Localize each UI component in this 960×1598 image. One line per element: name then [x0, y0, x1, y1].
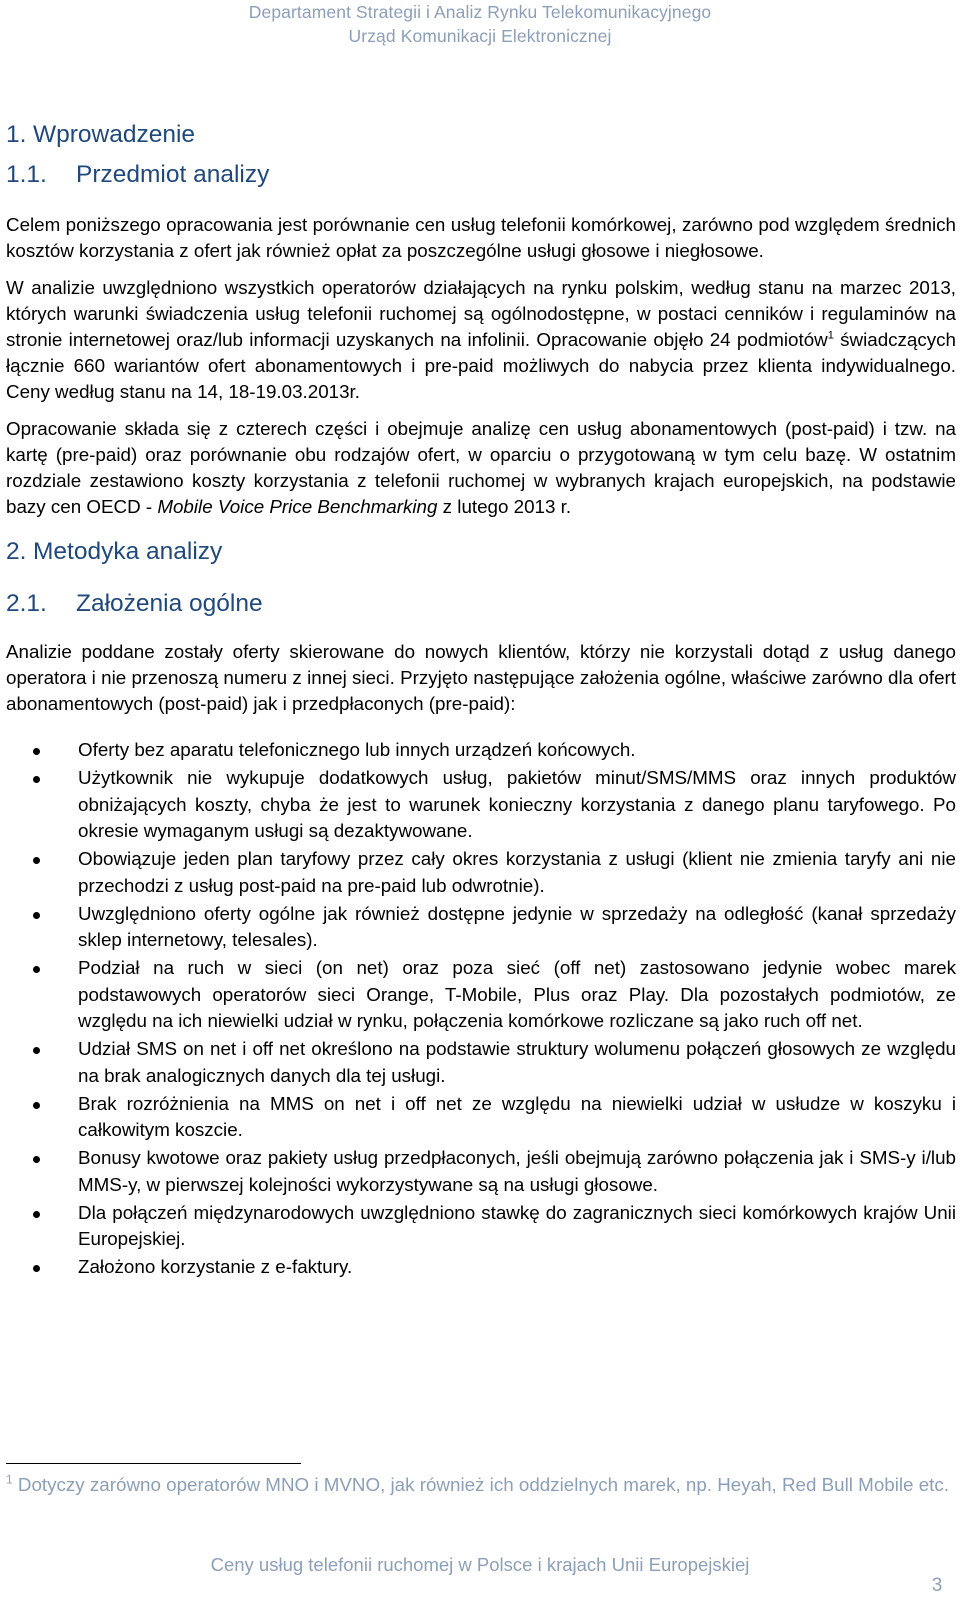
- list-item: [6, 1091, 956, 1144]
- heading-number: 1.1.: [6, 161, 47, 188]
- bullet-icon: [33, 1047, 40, 1054]
- list-item-text: Założono korzystanie z e-faktury.: [78, 1256, 353, 1277]
- heading-title: Wprowadzenie: [33, 121, 196, 148]
- list-item: [6, 846, 956, 899]
- list-item-text: Użytkownik nie wykupuje dodatkowych usług, pakietów minut/SMS/MMS oraz innych produktów obniżających koszty, chyba że jest to warunek konieczny korzystania z danego planu taryfowego. Po okresie wymaganym usługi są dezaktywowane.: [78, 767, 956, 841]
- paragraph-structure: [6, 416, 956, 520]
- list-item-text: Obowiązuje jeden plan taryfowy przez cały okres korzystania z usługi (klient nie zmienia taryfy ani nie przechodzi z usług post-paid na pre-paid lub odwrotnie).: [78, 848, 956, 896]
- heading-title: Założenia ogólne: [76, 590, 263, 617]
- heading-number: 2.: [6, 538, 27, 565]
- heading-methodology: [6, 537, 956, 567]
- bullet-icon: [33, 1265, 40, 1272]
- list-item-text: Podział na ruch w sieci (on net) oraz poza sieć (off net) zastosowano jedynie wobec marek podstawowych operatorów sieci Orange, T-Mobile, Plus oraz Play. Dla pozostałych podmiotów, ze względu na ich niewielki udział w rynku, połączenia komórkowe rozliczane są jako ruch off net.: [78, 957, 956, 1031]
- list-item-text: Dla połączeń międzynarodowych uwzględniono stawkę do zagranicznych sieci komórkowych krajów Unii Europejskiej.: [78, 1201, 956, 1249]
- page-number: 3: [931, 1575, 943, 1596]
- heading-title: Metodyka analizy: [33, 538, 223, 565]
- bullet-icon: [33, 857, 40, 864]
- list-item: [6, 955, 956, 1035]
- list-item: [6, 1200, 956, 1253]
- bullet-icon: [33, 1102, 40, 1109]
- header-office: Urząd Komunikacji Elektronicznej: [348, 26, 612, 46]
- list-item: [6, 765, 956, 845]
- paragraph-operators: [6, 275, 956, 405]
- heading-introduction: [6, 120, 956, 150]
- paragraph-purpose: Celem poniższego opracowania jest porównanie cen usług telefonii komórkowej, zarówno pod względem średnich kosztów korzystania z ofert jak również opłat za poszczególne usługi głosowe i niegłosowe.: [6, 214, 956, 261]
- bullet-icon: [33, 776, 40, 783]
- page-footer: Ceny usług telefonii ruchomej w Polsce i krajach Unii Europejskiej: [210, 1554, 750, 1575]
- header-department: Departament Strategii i Analiz Rynku Telekomunikacyjnego: [248, 2, 712, 22]
- footnote-ref: 1: [827, 329, 834, 342]
- list-item-text: Oferty bez aparatu telefonicznego lub innych urządzeń końcowych.: [78, 739, 636, 760]
- paragraph-text: Opracowanie składa się z czterech części i obejmuje analizę cen usług abonamentowych (post-paid) i tzw. na kartę (pre-paid) oraz porównanie obu rodzajów ofert, w oparciu o przygotowaną w tym celu bazę. W ostatnim rozdziale zestawiono koszty korzystania z telefonii ruchomej w wybranych krajach europejskich, na podstawie bazy cen OECD -: [6, 418, 956, 517]
- bullet-icon: [33, 966, 40, 973]
- assumptions-list: [6, 737, 956, 1281]
- paragraph-emphasis: Mobile Voice Price Benchmarking: [157, 496, 438, 517]
- paragraph-text: świadczących łącznie 660 wariantów ofert abonamentowych i pre-paid możliwych do nabycia przez klienta indywidualnego. Ceny według stanu na 14, 18-19.03.2013r.: [6, 329, 956, 402]
- bullet-icon: [33, 748, 40, 755]
- page-body: [6, 120, 956, 1282]
- footnote: [6, 1472, 951, 1498]
- paragraph-assumptions: Analizie poddane zostały oferty skierowane do nowych klientów, którzy nie korzystali dotąd z usług danego operatora i nie przenoszą numeru z innej sieci. Przyjęto następujące założenia ogólne, właściwe zarówno dla ofert abonamentowych (post-paid) jak i przedpłaconych (pre-paid):: [6, 641, 956, 714]
- list-item-text: Udział SMS on net i off net określono na podstawie struktury wolumenu połączeń głosowych ze względu na brak analogicznych danych dla tej usługi.: [78, 1038, 956, 1086]
- bullet-icon: [33, 1211, 40, 1218]
- list-item: [6, 1036, 956, 1089]
- list-item-text: Brak rozróżnienia na MMS on net i off net ze względu na niewielki udział w usłudze w koszyku i całkowitym koszcie.: [78, 1092, 956, 1140]
- paragraph-text: W analizie uwzględniono wszystkich operatorów działających na rynku polskim, według stanu na marzec 2013, których warunki świadczenia usług telefonii ruchomej są ogólnodostępne, w postaci cenników i regulaminów na stronie internetowej oraz/lub informacji uzyskanych na infolinii. Opracowanie objęło 24 podmiotów: [6, 277, 956, 350]
- list-item-text: Uwzględniono oferty ogólne jak również dostępne jedynie w sprzedaży na odległość (kanał sprzedaży sklep internetowy, telesales).: [78, 902, 956, 950]
- footnote-text: Dotyczy zarówno operatorów MNO i MVNO, jak również ich oddzielnych marek, np. Heyah, Red Bull Mobile etc.: [17, 1474, 949, 1495]
- list-item: [6, 901, 956, 954]
- list-item: [6, 1145, 956, 1198]
- heading-title: Przedmiot analizy: [76, 161, 270, 188]
- bullet-icon: [33, 912, 40, 919]
- list-item: [6, 737, 956, 764]
- heading-number: 2.1.: [6, 590, 47, 617]
- list-item-text: Bonusy kwotowe oraz pakiety usług przedpłaconych, jeśli obejmują zarówno połączenia jak i SMS-y i/lub MMS-y, w pierwszej kolejności wykorzystywane są na usługi głosowe.: [78, 1147, 956, 1195]
- heading-number: 1.: [6, 121, 27, 148]
- page-header: [0, 0, 960, 54]
- heading-subject: [6, 160, 956, 190]
- list-item: [6, 1254, 956, 1281]
- bullet-icon: [33, 1156, 40, 1163]
- footnote-marker: 1: [6, 1472, 13, 1487]
- heading-assumptions: [6, 589, 956, 619]
- footnote-divider: [6, 1463, 301, 1464]
- paragraph-text: z lutego 2013 r.: [437, 496, 572, 517]
